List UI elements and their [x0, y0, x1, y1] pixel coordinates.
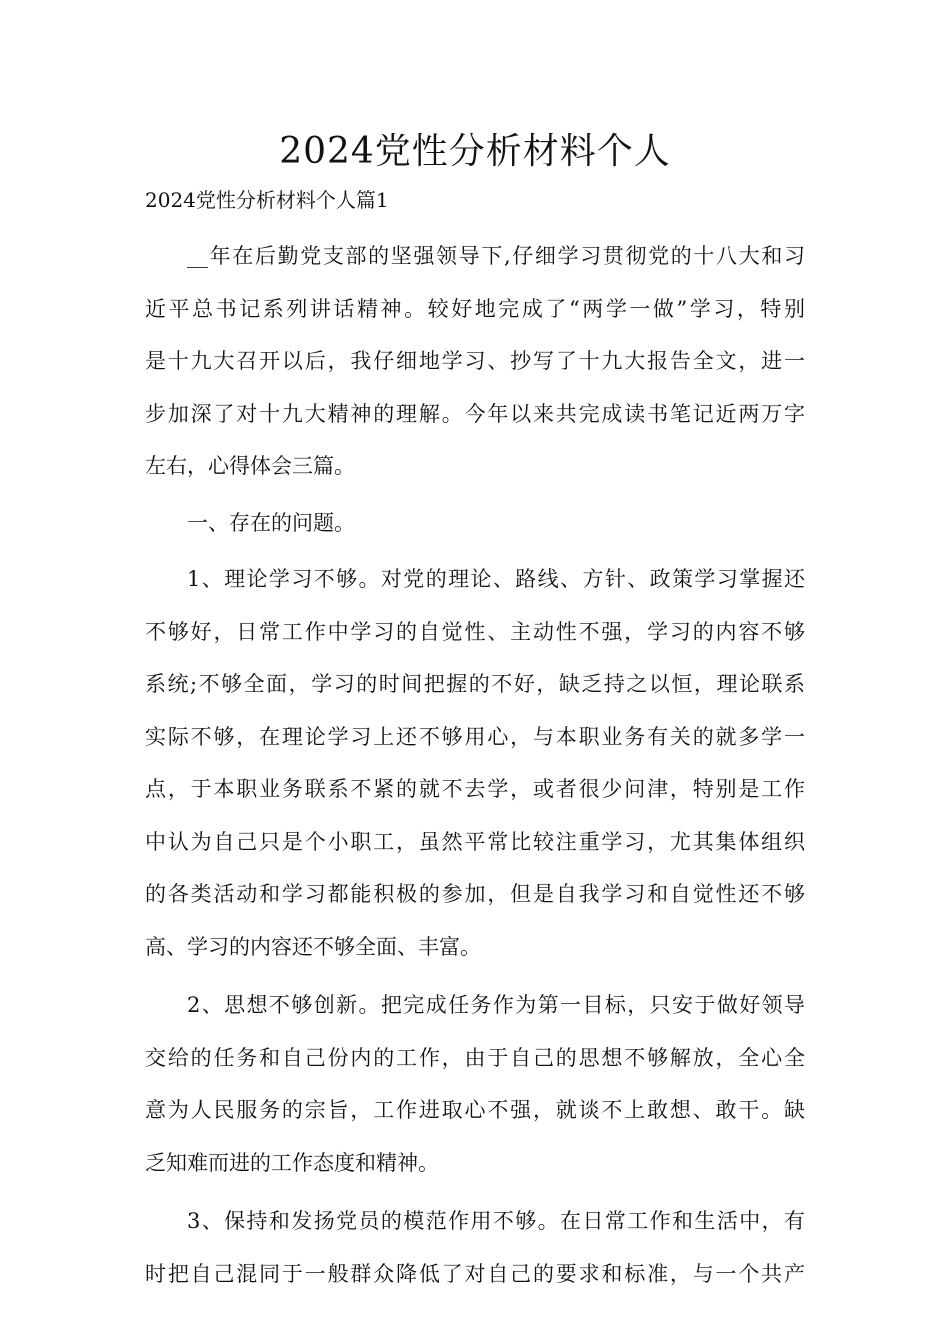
paragraph-line: 时把自己混同于一般群众降低了对自己的要求和标准，与一个共产: [145, 1261, 805, 1286]
paragraph-line: 3、保持和发扬党员的模范作用不够。在日常工作和生活中，有: [187, 1209, 805, 1233]
paragraph-point-1: [145, 553, 805, 973]
paragraph-line: 中认为自己只是个小职工，虽然平常比较注重学习，尤其集体组织: [145, 829, 805, 854]
paragraph-line: 近平总书记系列讲话精神。较好地完成了“两学一做”学习，特别: [145, 296, 805, 321]
document-subtitle: 2024党性分析材料个人篇1: [145, 188, 389, 212]
paragraph-line: 乏知难而进的工作态度和精神。: [145, 1150, 439, 1175]
paragraph-point-3: [145, 1195, 805, 1300]
section-heading-problems: [145, 497, 805, 550]
paragraph-line: 1、理论学习不够。对党的理论、路线、方针、政策学习掌握还: [187, 567, 805, 591]
document-body: [145, 230, 805, 1300]
paragraph-line: 点，于本职业务联系不紧的就不去学，或者很少问津，特别是工作: [145, 777, 805, 801]
paragraph-line: 实际不够，在理论学习上还不够用心，与本职业务有关的就多学一: [145, 724, 805, 749]
paragraph-line: 是十九大召开以后，我仔细地学习、抄写了十九大报告全文，进一: [145, 349, 805, 373]
paragraph-intro: [145, 230, 805, 493]
paragraph-line: 左右，心得体会三篇。: [145, 454, 355, 478]
paragraph-line: 2、思想不够创新。把完成任务作为第一目标，只安于做好领导: [187, 993, 805, 1017]
paragraph-line: 不够好，日常工作中学习的自觉性、主动性不强，学习的内容不够: [145, 619, 805, 644]
paragraph-line: 一、存在的问题。: [187, 510, 355, 535]
paragraph-point-2: [145, 979, 805, 1189]
paragraph-line: 步加深了对十九大精神的理解。今年以来共完成读书笔记近两万字: [145, 401, 805, 426]
document-title: 2024党性分析材料个人: [279, 131, 671, 172]
paragraph-line: 交给的任务和自己份内的工作，由于自己的思想不够解放，全心全: [145, 1045, 805, 1070]
paragraph-line: 高、学习的内容还不够全面、丰富。: [145, 934, 481, 959]
paragraph-line: 意为人民服务的宗旨，工作进取心不强，就谈不上敢想、敢干。缺: [145, 1098, 805, 1122]
paragraph-line: __年在后勤党支部的坚强领导下,仔细学习贯彻党的十八大和习: [187, 244, 805, 268]
paragraph-line: 系统;不够全面，学习的时间把握的不好，缺乏持之以恒，理论联系: [145, 672, 805, 696]
paragraph-line: 的各类活动和学习都能积极的参加，但是自我学习和自觉性还不够: [145, 882, 805, 906]
